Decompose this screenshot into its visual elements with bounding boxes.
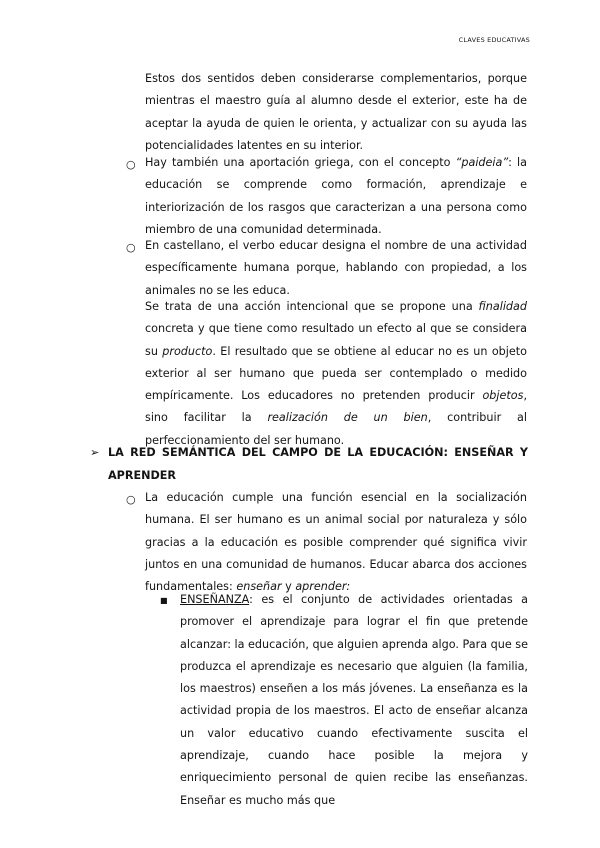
socializacion-text: La educación cumple una función esencial en la socialización humana. El ser humano es un animal social por naturaleza y sólo gracias a la educación es posible comprender qué significa vivir juntos en una comunidad de humanos. Educar abarca dos acciones fundamentales:	[145, 491, 527, 594]
page-header: CLAVES EDUCATIVAS	[458, 36, 530, 44]
intencional-t1: Se trata de una acción intencional que se propone una	[145, 300, 479, 313]
term-objetos: objetos	[482, 389, 524, 403]
section-title-line1: LA RED SEMÁNTICA DEL CAMPO DE LA EDUCACIÓN: ENSEÑAR Y	[108, 446, 528, 459]
bullet-circle-icon: ○	[126, 241, 136, 254]
intro-paragraph	[145, 68, 527, 157]
intencional-t4: , sino facilitar la	[145, 389, 527, 425]
castellano-paragraph	[145, 235, 527, 302]
arrow-bullet-icon: ➢	[90, 446, 100, 459]
greek-text-before: Hay también una aportación griega, con el concepto	[145, 156, 456, 169]
intencional-t2: concreta y que tiene como resultado un efecto al que se considera su	[145, 322, 527, 358]
section-title-line2: APRENDER	[108, 468, 177, 482]
square-bullet-icon: ■	[160, 596, 168, 605]
socializacion-mid: y	[281, 580, 296, 594]
greek-paideia-term: “paideia”	[455, 156, 509, 169]
term-realizacion: realización de un bien	[267, 411, 428, 425]
greek-paragraph	[145, 152, 527, 241]
term-ensenanza: ENSEÑANZA	[180, 593, 250, 606]
intro-text: Estos dos sentidos deben considerarse complementarios, porque mientras el maestro guía al alumno desde el exterior, este ha de aceptar la ayuda de quien le orienta, y actualizar con su ayuda las potencialidades latentes en su interior.	[145, 72, 527, 152]
term-finalidad: finalidad	[478, 300, 527, 313]
greek-text-after: : la educación se comprende como formación, aprendizaje e interiorización de los rasgos que caracterizan a una persona como miembro de una comunidad determinada.	[145, 156, 527, 236]
intencional-t5: , contribuir al perfeccionamiento del ser humano.	[145, 411, 528, 447]
intencional-paragraph	[145, 296, 527, 452]
bullet-circle-icon: ○	[126, 493, 136, 506]
intencional-t3: . El resultado que se obtiene al educar no es un objeto exterior al ser humano que pueda ser contemplado o medido empíricamente. Los educadores no pretenden producir	[145, 344, 527, 403]
ensenanza-paragraph	[180, 589, 528, 812]
bullet-circle-icon: ○	[126, 158, 136, 171]
term-producto: producto	[162, 344, 213, 358]
castellano-text: En castellano, el verbo educar designa el nombre de una actividad específicamente humana porque, hablando con propiedad, a los animales no se les educa.	[145, 239, 527, 297]
socializacion-paragraph	[145, 487, 527, 598]
ensenanza-text: : es el conjunto de actividades orientadas a promover el aprendizaje para lograr el fin que pretende alcanzar: la educación, que alguien aprenda algo. Para que se produzca el aprendizaje es necesario que alguien (la familia, los maestros) enseñen a los más jóvenes. La enseñanza es la actividad propia de los maestros. El acto de enseñar alcanza un valor educativo cuando efectivamente suscita el aprendizaje, cuando hace posible la mejora y enriquecimiento personal de quien recibe las enseñanzas. Enseñar es mucho más que	[180, 593, 528, 807]
section-heading	[108, 442, 528, 487]
term-ensenar: enseñar	[236, 580, 282, 594]
term-aprender: aprender:	[295, 580, 351, 594]
